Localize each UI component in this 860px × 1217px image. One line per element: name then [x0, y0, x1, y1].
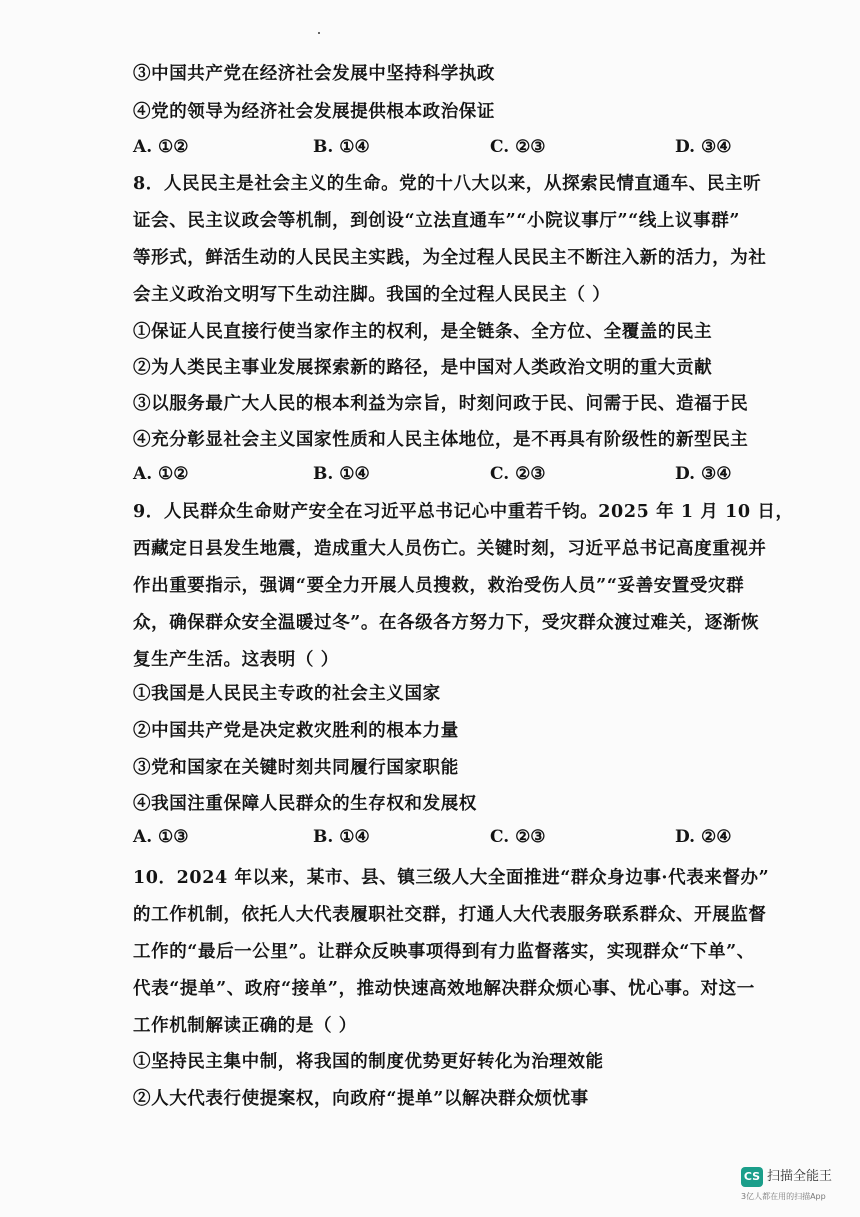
choice-c: C. ②③ — [490, 827, 546, 847]
camscanner-logo: CS — [741, 1167, 763, 1187]
choice-c: C. ②③ — [490, 137, 546, 157]
question-8-text: 8．人民民主是社会主义的生命。党的十八大以来，从探索民情直通车、民主听 — [133, 174, 762, 194]
option-line: ③党和国家在关键时刻共同履行国家职能 — [133, 758, 459, 778]
question-9-text: 众，确保群众安全温暖过冬”。在各级各方努力下，受灾群众渡过难关，逐渐恢 — [133, 613, 760, 633]
question-10-text: 的工作机制，依托人大代表履职社交群，打通人大代表服务联系群众、开展监督 — [133, 905, 767, 925]
watermark-app-name: 扫描全能王 — [767, 1169, 833, 1184]
choice-b: B. ①④ — [313, 464, 370, 484]
option-line: ③以服务最广大人民的根本利益为宗旨，时刻问政于民、问需于民、造福于民 — [133, 394, 749, 414]
option-line: ②中国共产党是决定救灾胜利的根本力量 — [133, 721, 459, 741]
scan-speck — [318, 32, 320, 34]
question-9-text: 复生产生活。这表明（ ） — [133, 650, 339, 670]
choice-d: D. ③④ — [675, 137, 732, 157]
option-line: ③中国共产党在经济社会发展中坚持科学执政 — [133, 64, 495, 84]
option-line: ④我国注重保障人民群众的生存权和发展权 — [133, 794, 477, 814]
question-10-text: 工作机制解读正确的是（ ） — [133, 1016, 357, 1036]
scanner-watermark — [741, 1165, 851, 1205]
watermark-tagline: 3亿人都在用的扫描App — [741, 1192, 826, 1201]
choice-d: D. ③④ — [675, 464, 732, 484]
question-8-text: 等形式，鲜活生动的人民民主实践，为全过程人民民主不断注入新的活力，为社 — [133, 248, 767, 268]
choice-a: A. ①③ — [133, 827, 189, 847]
answer-choices-q9 — [133, 827, 743, 851]
question-10-text: 代表“提单”、政府“接单”，推动快速高效地解决群众烦心事、忧心事。对这一 — [133, 979, 755, 999]
option-line: ①保证人民直接行使当家作主的权利，是全链条、全方位、全覆盖的民主 — [133, 322, 713, 342]
option-line: ④党的领导为经济社会发展提供根本政治保证 — [133, 102, 495, 122]
answer-choices-q8 — [133, 464, 743, 488]
choice-b: B. ①④ — [313, 137, 370, 157]
question-8-text: 证会、民主议政会等机制，到创设“立法直通车”“小院议事厅”“线上议事群” — [133, 211, 740, 231]
option-line: ①坚持民主集中制，将我国的制度优势更好转化为治理效能 — [133, 1052, 604, 1072]
option-line: ①我国是人民民主专政的社会主义国家 — [133, 684, 441, 704]
option-line: ②人大代表行使提案权，向政府“提单”以解决群众烦忧事 — [133, 1089, 589, 1109]
question-10-text: 10．2024 年以来，某市、县、镇三级人大全面推进“群众身边事·代表来督办” — [133, 868, 770, 888]
question-9-text: 西藏定日县发生地震，造成重大人员伤亡。关键时刻，习近平总书记高度重视并 — [133, 539, 767, 559]
choice-a: A. ①② — [133, 464, 189, 484]
answer-choices-q7 — [133, 137, 743, 161]
choice-c: C. ②③ — [490, 464, 546, 484]
question-10-text: 工作的“最后一公里”。让群众反映事项得到有力监督落实，实现群众“下单”、 — [133, 942, 755, 962]
option-line: ②为人类民主事业发展探索新的路径，是中国对人类政治文明的重大贡献 — [133, 358, 713, 378]
choice-d: D. ②④ — [675, 827, 732, 847]
question-9-text: 作出重要指示，强调“要全力开展人员搜救，救治受伤人员”“妥善安置受灾群 — [133, 576, 745, 596]
question-9-text: 9．人民群众生命财产安全在习近平总书记心中重若千钧。2025 年 1 月 10 日， — [133, 502, 794, 522]
question-8-text: 会主义政治文明写下生动注脚。我国的全过程人民民主（ ） — [133, 285, 611, 305]
choice-b: B. ①④ — [313, 827, 370, 847]
option-line: ④充分彰显社会主义国家性质和人民主体地位，是不再具有阶级性的新型民主 — [133, 430, 749, 450]
choice-a: A. ①② — [133, 137, 189, 157]
